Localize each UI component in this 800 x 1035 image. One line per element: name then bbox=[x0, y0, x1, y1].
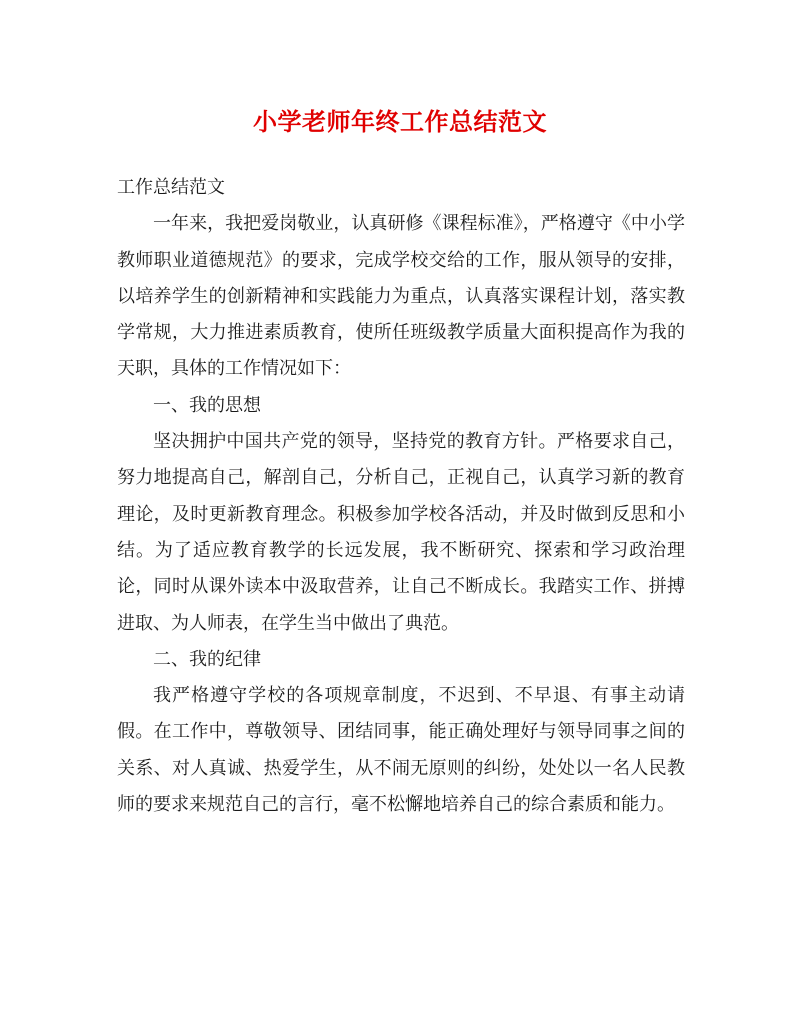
paragraph-thought: 坚决拥护中国共产党的领导，坚持党的教育方针。严格要求自己，努力地提高自己，解剖自己，分析自己，正视自己，认真学习新的教育理论，及时更新教育理念。积极参加学校各活动，并及时做到反思和小结。为了适应教育教学的长远发展，我不断研究、探索和学习政治理论，同时从课外读本中汲取营养，让自己不断成长。我踏实工作、拼搏进取、为人师表，在学生当中做出了典范。 bbox=[117, 431, 685, 634]
document-body bbox=[117, 170, 685, 823]
document-title: 小学老师年终工作总结范文 bbox=[253, 107, 547, 136]
paragraph-intro: 一年来，我把爱岗敬业，认真研修《课程标准》，严格遵守《中小学教师职业道德规范》的要求，完成学校交给的工作，服从领导的安排，以培养学生的创新精神和实践能力为重点，认真落实课程计划，落实教学常规，大力推进素质教育，使所任班级教学质量大面积提高作为我的天职，具体的工作情况如下： bbox=[117, 213, 685, 380]
heading-thought: 一、我的思想 bbox=[153, 394, 261, 416]
section-label: 工作总结范文 bbox=[117, 177, 225, 198]
heading-discipline: 二、我的纪律 bbox=[153, 648, 261, 670]
paragraph-discipline: 我严格遵守学校的各项规章制度，不迟到、不早退、有事主动请假。在工作中，尊敬领导、团结同事，能正确处理好与领导同事之间的关系、对人真诚、热爱学生，从不闹无原则的纠纷，处处以一名人民教师的要求来规范自己的言行，毫不松懈地培养自己的综合素质和能力。 bbox=[117, 685, 685, 816]
